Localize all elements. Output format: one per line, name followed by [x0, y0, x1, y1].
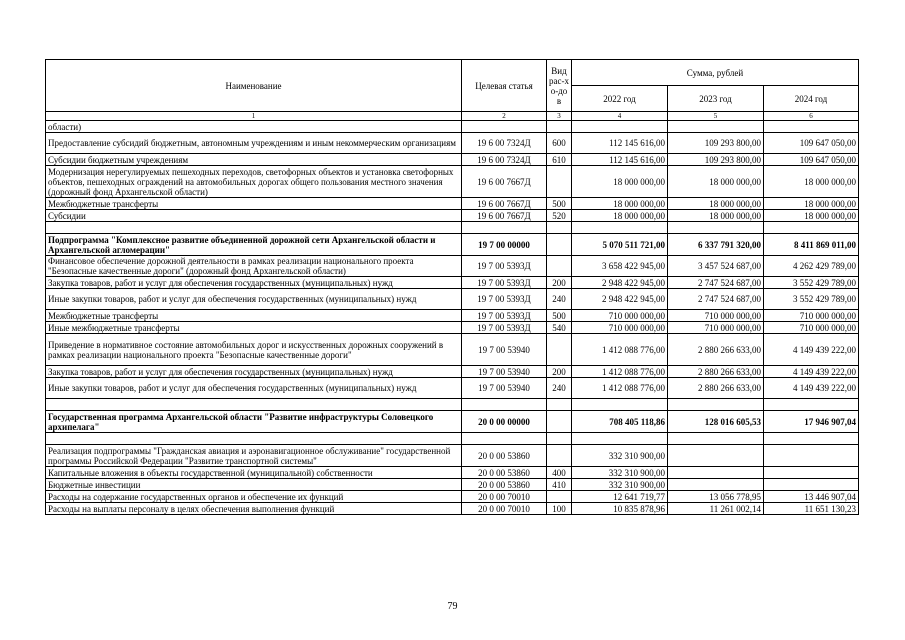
- row-name: Субсидии: [46, 210, 462, 222]
- row-name: [46, 433, 462, 445]
- row-expense-type: 240: [547, 289, 572, 310]
- row-sum-2024: 18 000 000,00: [764, 210, 859, 222]
- row-expense-type: [547, 121, 572, 133]
- row-sum-2024: 109 647 050,00: [764, 133, 859, 154]
- row-target-article: 19 6 00 7667Д: [462, 210, 547, 222]
- header-index-cell: 6: [764, 112, 859, 121]
- header-year-2024: 2024 год: [764, 86, 859, 112]
- header-index-cell: 3: [547, 112, 572, 121]
- row-sum-2023: 2 880 266 633,00: [668, 378, 764, 399]
- row-sum-2024: 3 552 429 789,00: [764, 277, 859, 289]
- row-sum-2022: 5 070 511 721,00: [572, 234, 668, 256]
- header-index-cell: 1: [46, 112, 462, 121]
- table-row: [46, 433, 859, 445]
- row-sum-2023: [668, 467, 764, 479]
- table-row: [46, 491, 859, 503]
- row-expense-type: 400: [547, 467, 572, 479]
- row-sum-2022: 708 405 118,86: [572, 411, 668, 433]
- row-expense-type: 200: [547, 277, 572, 289]
- row-sum-2024: 3 552 429 789,00: [764, 289, 859, 310]
- row-sum-2023: 2 880 266 633,00: [668, 334, 764, 366]
- row-expense-type: [547, 491, 572, 503]
- row-sum-2024: 13 446 907,04: [764, 491, 859, 503]
- row-name: Подпрограмма "Комплексное развитие объединенной дорожной сети Архангельской области и Архангельской агломерации": [46, 234, 462, 256]
- row-sum-2024: 11 651 130,23: [764, 503, 859, 515]
- row-name: Модернизация нерегулируемых пешеходных переходов, светофорных объектов и установка светофорных объектов, пешеходных ограждений на автомобильных дорогах общего пользования местного значения (дорожный фонд Архангельской области): [46, 166, 462, 198]
- row-name: Иные межбюджетные трансферты: [46, 322, 462, 334]
- row-sum-2023: 18 000 000,00: [668, 210, 764, 222]
- budget-table: [45, 59, 859, 515]
- row-sum-2022: 332 310 900,00: [572, 445, 668, 467]
- row-name: [46, 399, 462, 411]
- row-sum-2023: 2 880 266 633,00: [668, 366, 764, 378]
- row-target-article: 19 7 00 5393Д: [462, 256, 547, 277]
- row-sum-2022: 112 145 616,00: [572, 154, 668, 166]
- row-sum-2022: 332 310 900,00: [572, 467, 668, 479]
- row-expense-type: 200: [547, 366, 572, 378]
- row-sum-2022: 710 000 000,00: [572, 310, 668, 322]
- row-sum-2022: 1 412 088 776,00: [572, 366, 668, 378]
- row-sum-2023: 6 337 791 320,00: [668, 234, 764, 256]
- header-year-2023: 2023 год: [668, 86, 764, 112]
- row-name: Финансовое обеспечение дорожной деятельности в рамках реализации национального проекта "Безопасные качественные дороги" (дорожный фонд Архангельской области): [46, 256, 462, 277]
- row-expense-type: [547, 411, 572, 433]
- row-sum-2023: [668, 445, 764, 467]
- table-row: [46, 503, 859, 515]
- row-expense-type: [547, 334, 572, 366]
- header-name: Наименование: [46, 60, 462, 112]
- row-name: Межбюджетные трансферты: [46, 198, 462, 210]
- header-expense-type: Вид рас-хо-дов: [547, 60, 572, 112]
- header-target-article: Целевая статья: [462, 60, 547, 112]
- row-sum-2024: 109 647 050,00: [764, 154, 859, 166]
- row-sum-2024: 4 149 439 222,00: [764, 366, 859, 378]
- row-sum-2024: 4 149 439 222,00: [764, 378, 859, 399]
- table-row: [46, 310, 859, 322]
- row-name: Государственная программа Архангельской области "Развитие инфраструктуры Соловецкого архипелага": [46, 411, 462, 433]
- row-expense-type: [547, 433, 572, 445]
- row-target-article: 19 6 00 7324Д: [462, 133, 547, 154]
- table-row: [46, 256, 859, 277]
- table-row: [46, 210, 859, 222]
- row-target-article: 19 7 00 5393Д: [462, 289, 547, 310]
- row-expense-type: 500: [547, 198, 572, 210]
- row-sum-2022: [572, 433, 668, 445]
- header-index-row: [46, 112, 859, 121]
- row-sum-2024: [764, 467, 859, 479]
- row-target-article: 20 0 00 53860: [462, 479, 547, 491]
- row-sum-2023: 3 457 524 687,00: [668, 256, 764, 277]
- row-sum-2023: [668, 433, 764, 445]
- table-row: [46, 166, 859, 198]
- row-target-article: 19 6 00 7324Д: [462, 154, 547, 166]
- row-sum-2023: 128 016 605,53: [668, 411, 764, 433]
- row-expense-type: [547, 222, 572, 234]
- row-name: области): [46, 121, 462, 133]
- row-name: Капитальные вложения в объекты государственной (муниципальной) собственности: [46, 467, 462, 479]
- row-sum-2022: 2 948 422 945,00: [572, 289, 668, 310]
- table-row: [46, 121, 859, 133]
- row-target-article: 19 7 00 53940: [462, 378, 547, 399]
- row-sum-2022: 2 948 422 945,00: [572, 277, 668, 289]
- row-target-article: 19 7 00 53940: [462, 334, 547, 366]
- row-sum-2024: 4 149 439 222,00: [764, 334, 859, 366]
- row-expense-type: [547, 256, 572, 277]
- row-expense-type: 610: [547, 154, 572, 166]
- row-sum-2024: 710 000 000,00: [764, 310, 859, 322]
- header-row: [46, 60, 859, 86]
- row-sum-2022: 710 000 000,00: [572, 322, 668, 334]
- row-expense-type: [547, 166, 572, 198]
- row-expense-type: [547, 399, 572, 411]
- row-name: Реализация подпрограммы "Гражданская авиация и аэронавигационное обслуживание" государственной программы Российской Федерации "Развитие транспортной системы": [46, 445, 462, 467]
- row-target-article: [462, 399, 547, 411]
- row-name: Предоставление субсидий бюджетным, автономным учреждениям и иным некоммерческим организациям: [46, 133, 462, 154]
- row-name: Закупка товаров, работ и услуг для обеспечения государственных (муниципальных) нужд: [46, 366, 462, 378]
- row-sum-2023: 18 000 000,00: [668, 198, 764, 210]
- row-sum-2022: 18 000 000,00: [572, 166, 668, 198]
- row-name: Расходы на выплаты персоналу в целях обеспечения выполнения функций: [46, 503, 462, 515]
- table-row: [46, 399, 859, 411]
- row-expense-type: [547, 234, 572, 256]
- row-sum-2024: [764, 121, 859, 133]
- table-row: [46, 234, 859, 256]
- row-sum-2024: 710 000 000,00: [764, 322, 859, 334]
- row-target-article: 20 0 00 70010: [462, 503, 547, 515]
- table-row: [46, 277, 859, 289]
- header-index-cell: 4: [572, 112, 668, 121]
- row-name: Иные закупки товаров, работ и услуг для обеспечения государственных (муниципальных) нужд: [46, 289, 462, 310]
- row-sum-2023: 109 293 800,00: [668, 133, 764, 154]
- row-expense-type: 100: [547, 503, 572, 515]
- table-row: [46, 467, 859, 479]
- table-row: [46, 378, 859, 399]
- table-row: [46, 133, 859, 154]
- row-sum-2023: 710 000 000,00: [668, 322, 764, 334]
- row-sum-2022: [572, 222, 668, 234]
- row-target-article: 20 0 00 70010: [462, 491, 547, 503]
- row-sum-2024: [764, 399, 859, 411]
- row-expense-type: 240: [547, 378, 572, 399]
- table-row: [46, 289, 859, 310]
- row-target-article: 19 7 00 53940: [462, 366, 547, 378]
- header-index-cell: 5: [668, 112, 764, 121]
- row-sum-2022: 332 310 900,00: [572, 479, 668, 491]
- row-target-article: 19 6 00 7667Д: [462, 198, 547, 210]
- row-target-article: 19 7 00 5393Д: [462, 310, 547, 322]
- row-target-article: 19 7 00 00000: [462, 234, 547, 256]
- row-name: Закупка товаров, работ и услуг для обеспечения государственных (муниципальных) нужд: [46, 277, 462, 289]
- row-sum-2023: 710 000 000,00: [668, 310, 764, 322]
- table-row: [46, 411, 859, 433]
- table-row: [46, 479, 859, 491]
- row-sum-2024: 18 000 000,00: [764, 166, 859, 198]
- table-row: [46, 445, 859, 467]
- row-target-article: 20 0 00 53860: [462, 445, 547, 467]
- row-sum-2023: [668, 121, 764, 133]
- row-sum-2024: [764, 433, 859, 445]
- row-expense-type: 410: [547, 479, 572, 491]
- row-sum-2023: 18 000 000,00: [668, 166, 764, 198]
- header-index-cell: 2: [462, 112, 547, 121]
- row-name: Межбюджетные трансферты: [46, 310, 462, 322]
- row-sum-2023: [668, 399, 764, 411]
- row-sum-2023: [668, 479, 764, 491]
- row-sum-2022: 3 658 422 945,00: [572, 256, 668, 277]
- row-target-article: 19 7 00 5393Д: [462, 322, 547, 334]
- row-sum-2024: 17 946 907,04: [764, 411, 859, 433]
- row-sum-2022: 18 000 000,00: [572, 198, 668, 210]
- row-sum-2024: [764, 222, 859, 234]
- row-sum-2023: [668, 222, 764, 234]
- row-name: Иные закупки товаров, работ и услуг для обеспечения государственных (муниципальных) нужд: [46, 378, 462, 399]
- row-target-article: 19 6 00 7667Д: [462, 166, 547, 198]
- row-expense-type: 600: [547, 133, 572, 154]
- row-name: [46, 222, 462, 234]
- row-sum-2023: 2 747 524 687,00: [668, 289, 764, 310]
- row-sum-2023: 11 261 002,14: [668, 503, 764, 515]
- row-sum-2022: [572, 399, 668, 411]
- row-target-article: 20 0 00 53860: [462, 467, 547, 479]
- header-sum: Сумма, рублей: [572, 60, 859, 86]
- row-sum-2024: 8 411 869 011,00: [764, 234, 859, 256]
- row-target-article: [462, 121, 547, 133]
- row-sum-2024: [764, 479, 859, 491]
- row-target-article: 19 7 00 5393Д: [462, 277, 547, 289]
- row-name: Приведение в нормативное состояние автомобильных дорог и искусственных дорожных сооружений в рамках реализации национального проекта "Безопасные качественные дороги": [46, 334, 462, 366]
- table-row: [46, 322, 859, 334]
- row-expense-type: 500: [547, 310, 572, 322]
- row-target-article: [462, 222, 547, 234]
- row-sum-2022: 10 835 878,96: [572, 503, 668, 515]
- table-row: [46, 154, 859, 166]
- row-sum-2023: 13 056 778,95: [668, 491, 764, 503]
- row-sum-2022: 12 641 719,77: [572, 491, 668, 503]
- row-name: Субсидии бюджетным учреждениям: [46, 154, 462, 166]
- row-sum-2023: 2 747 524 687,00: [668, 277, 764, 289]
- table-row: [46, 334, 859, 366]
- row-sum-2022: [572, 121, 668, 133]
- row-sum-2024: [764, 445, 859, 467]
- table-row: [46, 198, 859, 210]
- row-target-article: [462, 433, 547, 445]
- row-name: Расходы на содержание государственных органов и обеспечение их функций: [46, 491, 462, 503]
- row-sum-2022: 18 000 000,00: [572, 210, 668, 222]
- row-target-article: 20 0 00 00000: [462, 411, 547, 433]
- row-expense-type: [547, 445, 572, 467]
- row-expense-type: 520: [547, 210, 572, 222]
- table-row: [46, 222, 859, 234]
- table-row: [46, 366, 859, 378]
- row-name: Бюджетные инвестиции: [46, 479, 462, 491]
- page-number: 79: [447, 601, 458, 612]
- row-sum-2022: 112 145 616,00: [572, 133, 668, 154]
- row-sum-2022: 1 412 088 776,00: [572, 334, 668, 366]
- header-year-2022: 2022 год: [572, 86, 668, 112]
- row-expense-type: 540: [547, 322, 572, 334]
- row-sum-2023: 109 293 800,00: [668, 154, 764, 166]
- row-sum-2024: 18 000 000,00: [764, 198, 859, 210]
- row-sum-2022: 1 412 088 776,00: [572, 378, 668, 399]
- row-sum-2024: 4 262 429 789,00: [764, 256, 859, 277]
